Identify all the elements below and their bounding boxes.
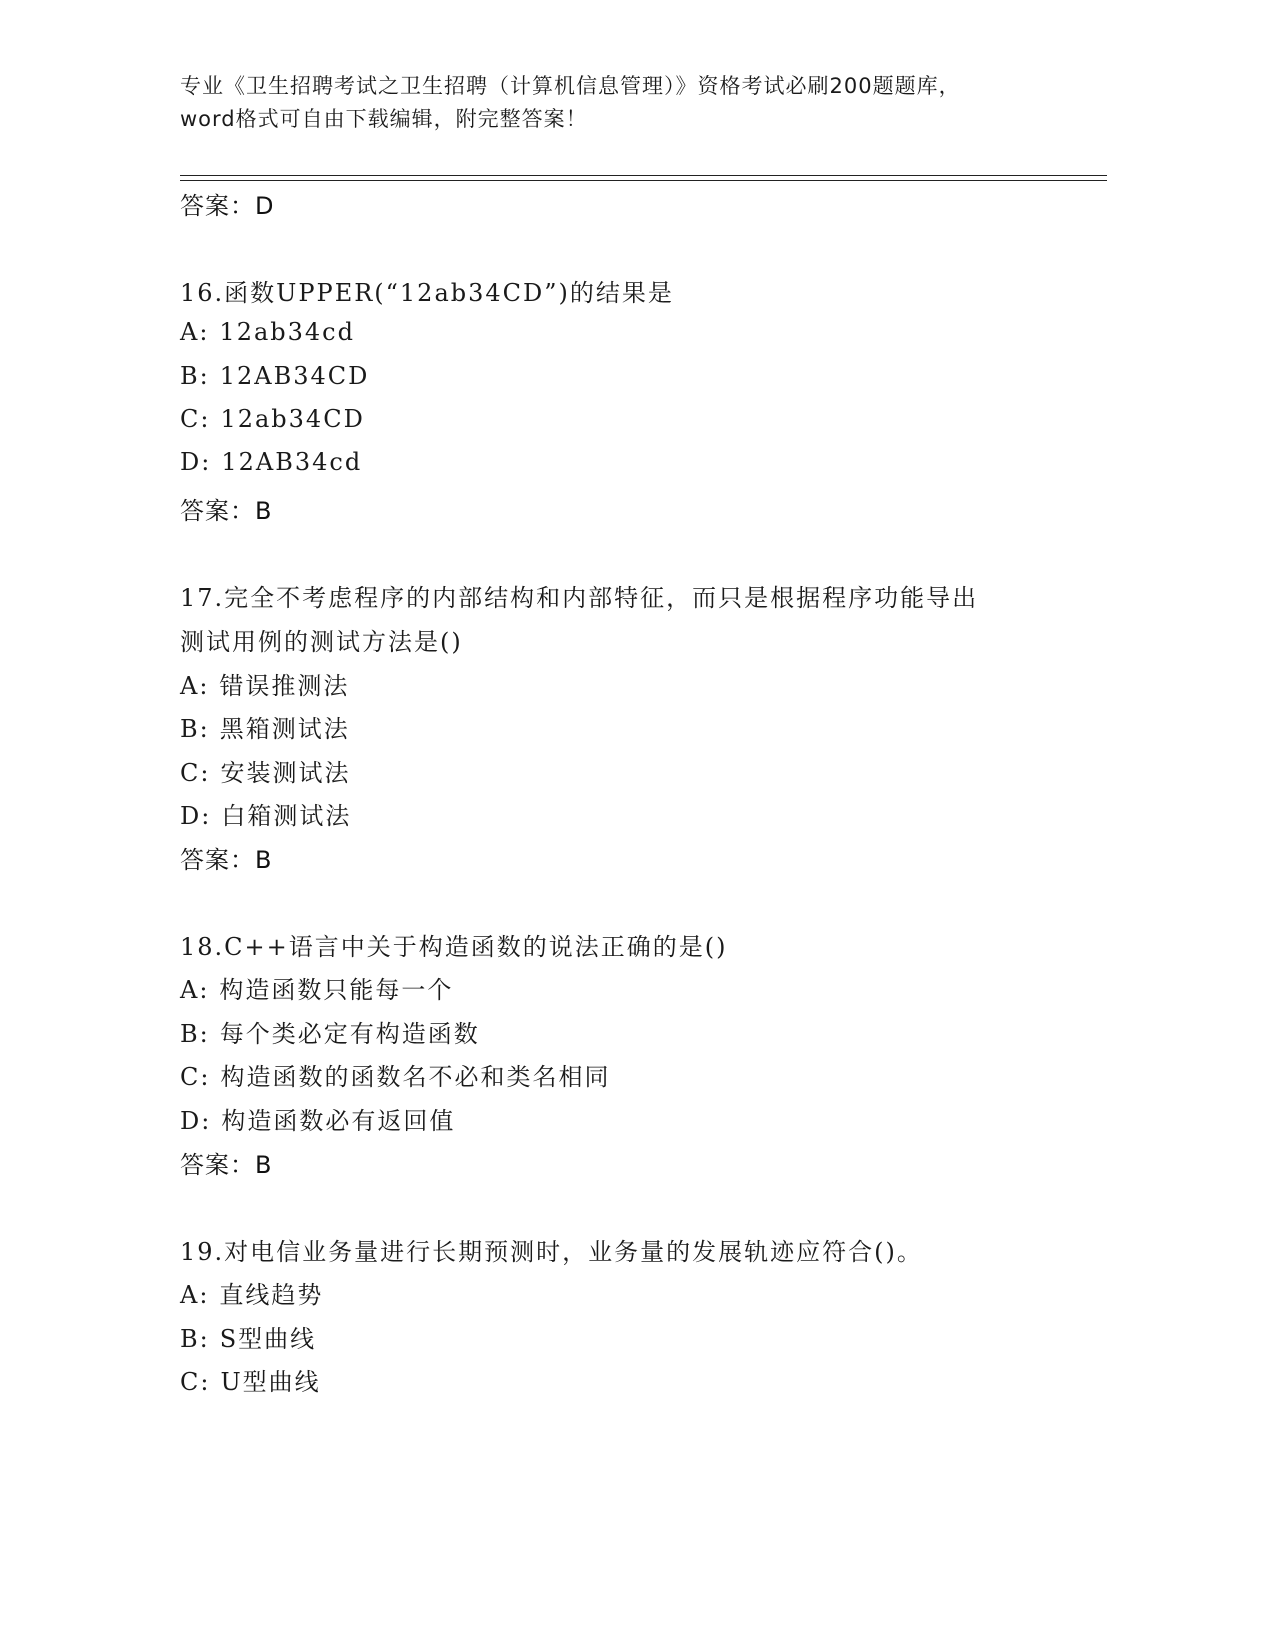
option-key: A: — [180, 976, 210, 1004]
option-key: D: — [180, 802, 212, 830]
option-text: S型曲线 — [219, 1325, 317, 1353]
option-key: C: — [180, 1368, 211, 1396]
option-text: 错误推测法 — [219, 672, 350, 700]
option-text: 12ab34cd — [219, 318, 355, 346]
header-divider-top — [180, 175, 1107, 176]
option-key: A: — [180, 1281, 210, 1309]
option-line — [180, 1275, 323, 1310]
option-text: 12AB34cd — [221, 448, 363, 476]
question-stem: 18.C++语言中关于构造函数的说法正确的是() — [180, 933, 728, 961]
answer-line: 答案：B — [180, 1151, 273, 1179]
option-line — [180, 405, 365, 433]
answer-line: 答案：B — [180, 846, 273, 874]
option-key: B: — [180, 1020, 210, 1048]
option-text: 安装测试法 — [220, 759, 351, 787]
option-text: 12AB34CD — [219, 362, 370, 390]
option-line — [180, 709, 350, 744]
option-key: D: — [180, 1107, 212, 1135]
option-key: C: — [180, 759, 211, 787]
question-stem: 19.对电信业务量进行长期预测时，业务量的发展轨迹应符合()。 — [180, 1238, 923, 1266]
option-line — [180, 362, 369, 390]
option-text: 12ab34CD — [220, 405, 365, 433]
header-line-2: word格式可自由下载编辑，附完整答案！ — [180, 107, 588, 131]
option-text: 直线趋势 — [219, 1281, 324, 1309]
option-key: C: — [180, 1063, 211, 1091]
option-key: B: — [180, 1325, 210, 1353]
option-key: B: — [180, 362, 210, 390]
question-stem: 16.函数UPPER(“12ab34CD”)的结果是 — [180, 279, 674, 307]
option-line — [180, 753, 350, 788]
option-text: 白箱测试法 — [221, 802, 352, 830]
question-stem-continued: 测试用例的测试方法是() — [180, 628, 463, 656]
option-line — [180, 1362, 321, 1397]
option-line — [180, 666, 349, 701]
option-text: 构造函数的函数名不必和类名相同 — [220, 1063, 611, 1091]
option-key: D: — [180, 448, 212, 476]
option-text: 构造函数必有返回值 — [221, 1107, 456, 1135]
option-key: A: — [180, 672, 210, 700]
option-line — [180, 796, 351, 831]
option-text: 每个类必定有构造函数 — [219, 1020, 480, 1048]
option-line — [180, 318, 355, 346]
option-line — [180, 1101, 455, 1136]
option-text: U型曲线 — [220, 1368, 321, 1396]
document-header — [180, 70, 1080, 136]
header-line-1: 专业《卫生招聘考试之卫生招聘（计算机信息管理）》资格考试必刷200题题库， — [180, 74, 961, 98]
option-key: A: — [180, 318, 210, 346]
answer-line: 答案：D — [180, 192, 275, 220]
option-line — [180, 1057, 610, 1092]
option-line — [180, 448, 362, 476]
header-divider-bottom — [180, 180, 1107, 181]
question-stem: 17.完全不考虑程序的内部结构和内部特征，而只是根据程序功能导出 — [180, 584, 979, 612]
option-key: C: — [180, 405, 211, 433]
option-line — [180, 1014, 480, 1049]
option-line — [180, 1319, 316, 1354]
answer-line: 答案：B — [180, 497, 273, 525]
option-line — [180, 970, 453, 1005]
option-text: 黑箱测试法 — [219, 715, 350, 743]
option-text: 构造函数只能每一个 — [219, 976, 454, 1004]
option-key: B: — [180, 715, 210, 743]
